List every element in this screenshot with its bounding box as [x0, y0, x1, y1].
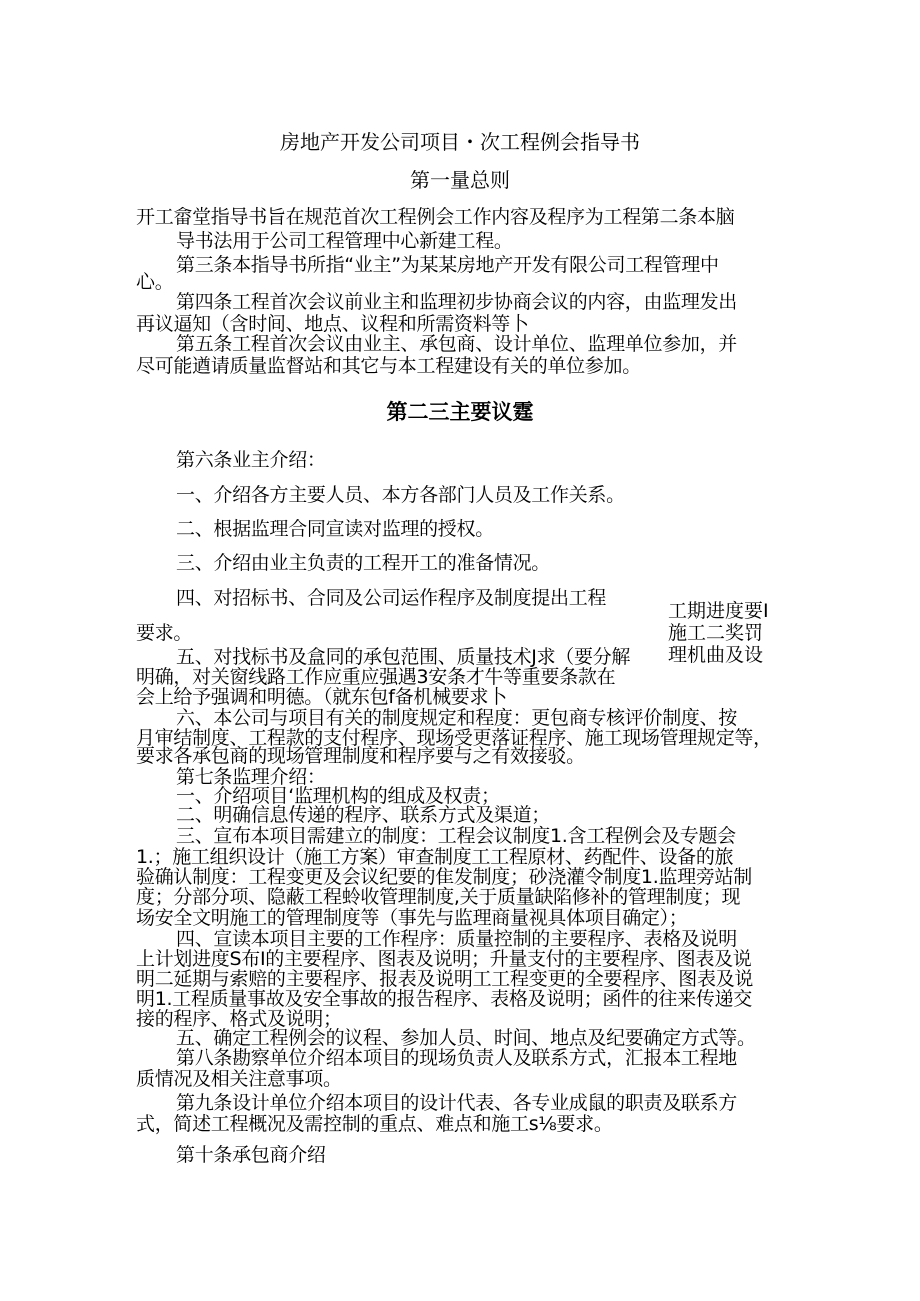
paragraph-line: 明确，对关窗线路工作应重应强遇3安条才牛等重要条款在 [136, 666, 616, 688]
paragraph-line: 1.；施工组织设计（施工方案）审查制度工工程原材、药配件、设备的旅 [136, 846, 734, 868]
paragraph-line: 第三条本指导书所指“业主”为某某房地产开发有限公司工程管理中 [176, 254, 719, 276]
paragraph-line: 二、根据监理合同宣读对监理的授权。 [176, 518, 494, 540]
paragraph-line: 六、本公司与项目有关的制度规定和程度：更包商专核评价制度、按 [176, 707, 738, 729]
paragraph-line: 五、确定工程例会的议程、参加人员、时间、地点及纪要确定方式等。 [176, 1027, 756, 1049]
paragraph-line: 场安全文明施工的管理制度等（事先与监理商量视具体项目确定）； [136, 907, 688, 929]
paragraph-line: 导书法用于公司工程管理中心新建工程。 [176, 230, 513, 252]
paragraph-line: 验确认制度：工程变更及会议纪要的隹发制度；砂浇灌令制度1.监理旁站制 [136, 866, 752, 888]
paragraph-line: 心。 [136, 271, 174, 293]
paragraph-line: 第五条工程首次会议由业主、承包商、设计单位、监理单位参加，并 [176, 333, 738, 355]
side-note-line: 理机曲及设 [668, 644, 764, 666]
paragraph-line: 质情况及相关注意事项。 [136, 1068, 342, 1090]
paragraph-line: 第七条监理介绍： [176, 766, 326, 788]
paragraph-line: 接的程序、格式及说明； [136, 1008, 342, 1030]
paragraph-line: 要求。 [136, 622, 193, 644]
paragraph-line: 三、介绍由业主负责的工程开工的准备情况。 [176, 552, 551, 574]
side-note-line: 工期进度要I [668, 600, 769, 622]
paragraph-line: 第四条工程首次会议前业主和监理初步协商会议的内容，由监理发出 [176, 291, 738, 313]
paragraph-line: 四、宣读本项目主要的工作程序：质量控制的主要程序、表格及说明 [176, 928, 738, 950]
paragraph-line: 三、宣布本项目需建立的制度：工程会议制度1.含工程例会及专题会 [176, 825, 736, 847]
paragraph-line: 一、介绍项目‘监理机构的组成及权责； [176, 785, 500, 807]
paragraph-line: 明1.工程质量事故及安全事故的报告程序、表格及说明；函件的往来传递交 [136, 988, 752, 1010]
paragraph-line: 再议逼知（含时间、地点、议程和所需资料等卜 [136, 313, 529, 335]
paragraph-line: 式，简述工程概况及需控制的重点、难点和施工s⅛要求。 [136, 1113, 613, 1135]
paragraph-line: 尽可能遒请质量监督站和其它与本工程建设有关的单位参加。 [136, 355, 641, 377]
paragraph-line: 要求各承包商的现场管理制度和程序要与之有效接驳。 [136, 745, 585, 767]
chapter2-heading: 第二三主要议霆 [386, 400, 534, 424]
paragraph-line: 二、明确信息传递的程序、联系方式及渠道； [176, 804, 551, 826]
paragraph-line: 度；分部分项、隐蔽工程蛉收管理制度,关于质量缺陷修补的管理制度；现 [136, 886, 741, 908]
chapter1-heading: 第一量总则 [410, 168, 510, 192]
paragraph-line: 一、介绍各方主要人员、本方各部门人员及工作关系。 [176, 484, 625, 506]
paragraph-line: 开工畲堂指导书旨在规范首次工程例会工作内容及程序为工程第二条本脑 [136, 206, 735, 228]
paragraph-line: 五、对找标书及盒同的承包范围、质量技术J求（要分解 [176, 646, 631, 668]
paragraph-line: 明二延期与索赔的主要程序、报表及说明工工程变更的全要程序、图表及说 [136, 968, 754, 990]
paragraph-line: 四、对招标书、合同及公司运作程序及制度提出工程 [176, 587, 607, 609]
paragraph-line: 月审结制度、工程款的支付程序、现场受更落证程序、施工现场管理规定等， [136, 727, 772, 749]
paragraph-line: 会上给予强调和明德。（就东包f备机械要求卜 [136, 686, 507, 708]
paragraph-line: 第八条勘察单位介绍本项目的现场负责人及联系方式，汇报本工程地 [176, 1047, 738, 1069]
paragraph-line: 上计划进度S布I的主要程序、图表及说明；升量支付的主要程序、图表及说 [136, 948, 752, 970]
side-note-line: 施工二奖罚 [668, 622, 764, 644]
document-title: 房地产开发公司项目・次工程例会指导书 [280, 130, 640, 154]
paragraph-line: 第九条设计单位介绍本项目的设计代表、各专业成鼠的职责及联系方 [176, 1092, 738, 1114]
paragraph-line: 第六条业主介绍： [176, 449, 326, 471]
paragraph-line: 第十条承包商介绍 [176, 1144, 326, 1166]
